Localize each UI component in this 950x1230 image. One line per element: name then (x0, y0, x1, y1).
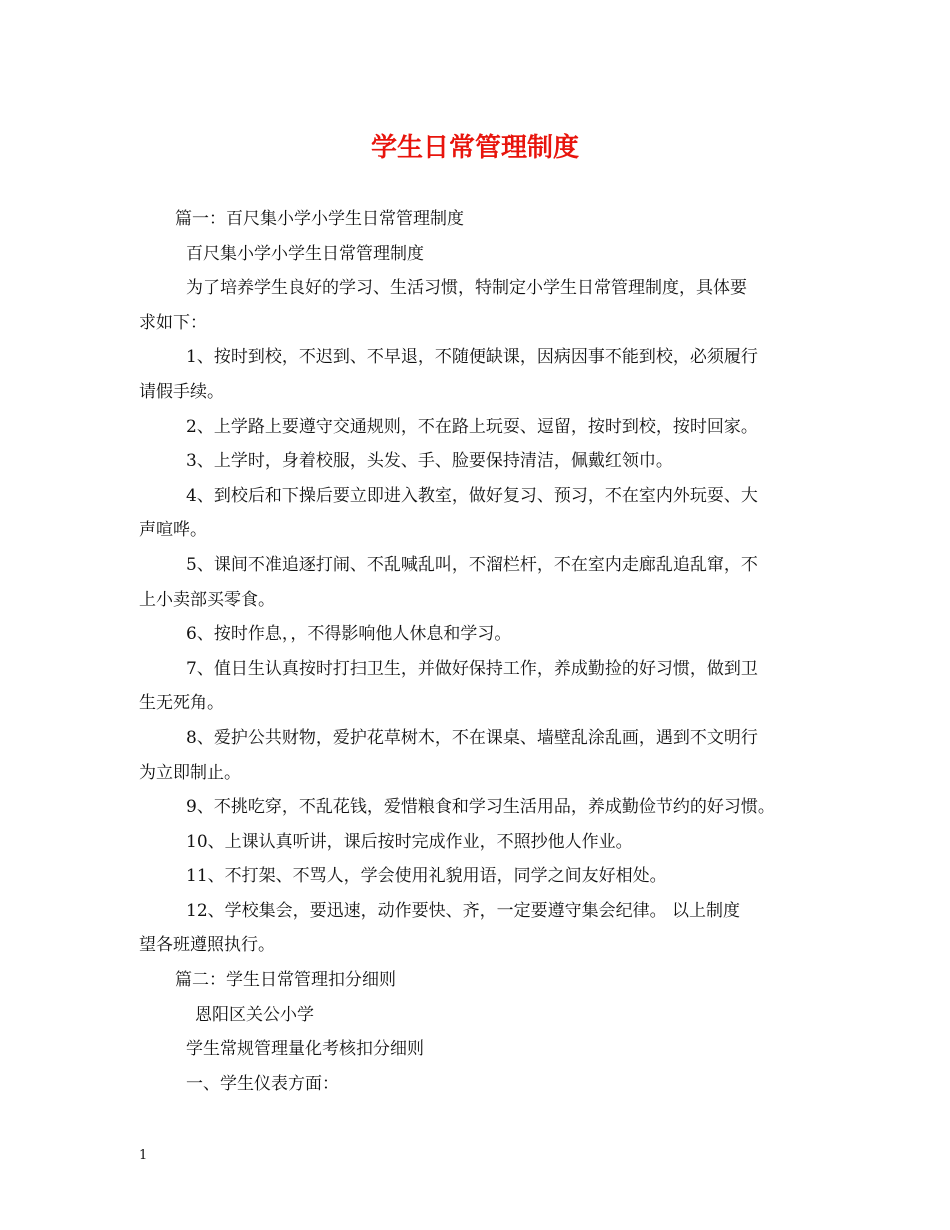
text-line: 1、按时到校，不迟到、不早退，不随便缺课，因病因事不能到校，必须履行 (186, 347, 758, 368)
page-title: 学生日常管理制度 (370, 133, 579, 163)
text-line: 10、上课认真听讲，课后按时完成作业，不照抄他人作业。 (186, 831, 633, 852)
text-line: 生无死角。 (139, 693, 224, 714)
text-line: 求如下： (139, 312, 207, 333)
page-number: 1 (139, 1148, 148, 1163)
text-line: 11、不打架、不骂人，学会使用礼貌用语，同学之间友好相处。 (186, 866, 667, 887)
text-line: 百尺集小学小学生日常管理制度 (186, 243, 424, 264)
text-line: 2、上学路上要遵守交通规则，不在路上玩耍、逗留，按时到校，按时回家。 (186, 416, 758, 437)
text-line: 请假手续。 (139, 381, 224, 402)
text-line: 3、上学时，身着校服，头发、手、脸要保持清洁，佩戴红领巾。 (186, 451, 673, 472)
text-line: 恩阳区关公小学 (195, 1004, 314, 1025)
text-line: 7、值日生认真按时打扫卫生，并做好保持工作，养成勤捡的好习惯，做到卫 (186, 658, 758, 679)
text-line: 4、到校后和下操后要立即进入教室，做好复习、预习，不在室内外玩耍、大 (186, 485, 758, 506)
text-line: 学生常规管理量化考核扣分细则 (186, 1039, 424, 1060)
text-line: 声喧哗。 (139, 520, 207, 541)
text-line: 上小卖部买零食。 (139, 589, 275, 610)
text-line: 望各班遵照执行。 (139, 935, 275, 956)
text-line: 6、按时作息，，不得影响他人休息和学习。 (186, 624, 512, 645)
text-line: 9、不挑吃穿，不乱花钱，爱惜粮食和学习生活用品，养成勤俭节约的好习惯。 (186, 797, 775, 818)
text-line: 8、爱护公共财物，爱护花草树木，不在课桌、墙壁乱涂乱画，遇到不文明行 (186, 727, 758, 748)
text-line: 一、学生仪表方面： (186, 1073, 339, 1094)
text-line: 为立即制止。 (139, 762, 241, 783)
document-body (139, 202, 819, 1101)
text-line: 12、学校集会，要迅速，动作要快、齐，一定要遵守集会纪律。 以上制度 (186, 900, 741, 921)
text-line: 5、课间不准追逐打闹、不乱喊乱叫，不溜栏杆，不在室内走廊乱追乱窜，不 (186, 554, 758, 575)
text-line: 为了培养学生良好的学习、生活习惯，特制定小学生日常管理制度，具体要 (186, 278, 747, 299)
text-line: 篇二：学生日常管理扣分细则 (175, 970, 396, 991)
text-line: 篇一：百尺集小学小学生日常管理制度 (175, 209, 464, 229)
